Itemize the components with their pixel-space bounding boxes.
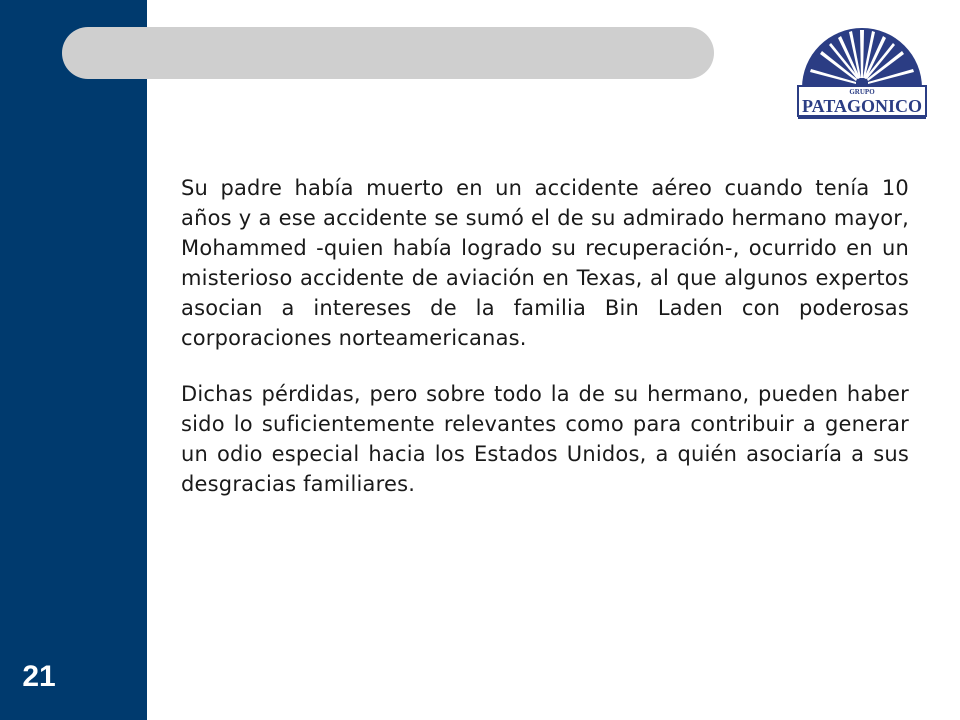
logo-underline xyxy=(798,116,926,119)
paragraph-1: Su padre había muerto en un accidente aéreo cuando tenía 10 años y a ese accidente se sumó el de su admirado hermano mayor, Mohammed -quien había logrado su recuperación-, ocurrido en un misterioso accidente de aviación en Texas, al que algunos expertos asocian a intereses de la familia Bin Laden con poderosas corporaciones norteamericanas. xyxy=(181,176,909,350)
logo-graphic xyxy=(794,16,930,120)
body-text xyxy=(181,173,909,525)
logo-top-text: GRUPO xyxy=(849,88,875,96)
logo-sun-rays xyxy=(810,30,914,84)
left-sidebar xyxy=(0,0,147,720)
slide-number: 21 xyxy=(22,660,56,693)
grupo-patagonico-logo xyxy=(794,16,930,120)
title-bar xyxy=(62,27,714,79)
paragraph-2: Dichas pérdidas, pero sobre todo la de su hermano, pueden haber sido lo suficientemente relevantes como para contribuir a generar un odio especial hacia los Estados Unidos, a quién asociaría a sus desgracias familiares. xyxy=(181,382,909,496)
logo-brand-text: PATAGONICO xyxy=(802,96,922,116)
